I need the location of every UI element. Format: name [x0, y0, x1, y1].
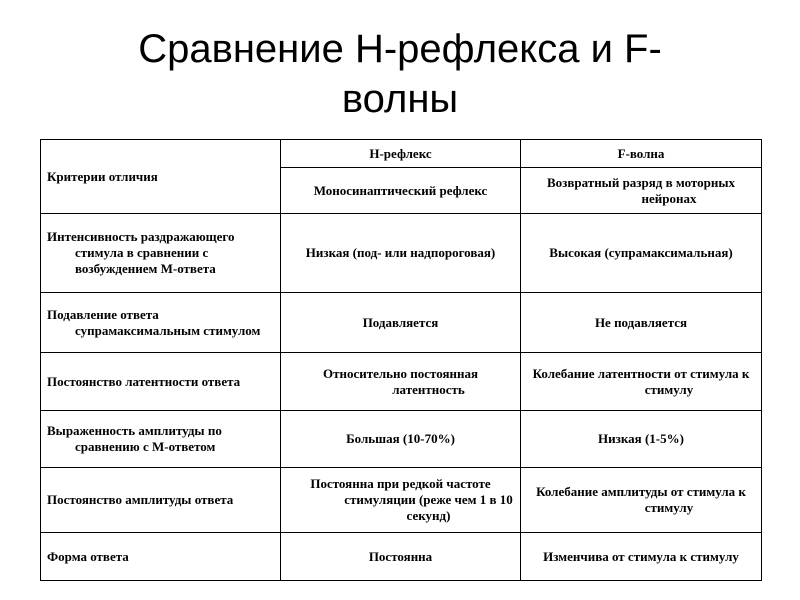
h-reflex-cell [281, 353, 521, 411]
criterion-cell [41, 411, 281, 468]
slide-title [60, 24, 740, 124]
f-wave-cell [521, 214, 762, 293]
f-wave-cell [521, 353, 762, 411]
h-reflex-header: Н-рефлекс [369, 145, 432, 161]
criterion-text: Интенсивность раздражающего стимула в сравнении с возбуждением М-ответа [47, 229, 235, 276]
criterion-text: Постоянство амплитуды ответа [47, 492, 234, 507]
h-reflex-definition-cell [281, 168, 521, 214]
title-line-2: волны [341, 77, 459, 121]
criterion-text: Подавление ответа супрамаксимальным стимулом [47, 306, 261, 338]
f-wave-value: Высокая (супрамаксимальная) [549, 245, 733, 260]
f-wave-value: Не подавляется [594, 314, 688, 330]
h-reflex-cell [281, 533, 521, 581]
title-line-1: Сравнение Н-рефлекса и F- [138, 27, 662, 71]
h-reflex-cell [281, 411, 521, 468]
criterion-cell [41, 293, 281, 353]
h-reflex-definition: Моносинаптический рефлекс [313, 182, 488, 198]
f-wave-definition: Возвратный разряд в моторных нейронах [547, 174, 735, 206]
h-reflex-value: Большая (10-70%) [346, 431, 455, 446]
h-reflex-value: Подавляется [362, 314, 439, 330]
criterion-cell [41, 468, 281, 533]
header-row [41, 140, 762, 168]
h-reflex-cell [281, 214, 521, 293]
table-row [41, 353, 762, 411]
criterion-cell [41, 214, 281, 293]
table-row [41, 533, 762, 581]
criteria-header: Критерии отличия [47, 168, 158, 184]
criterion-text: Постоянство латентности ответа [47, 373, 241, 389]
h-reflex-value: Постоянна [368, 548, 433, 564]
f-wave-value: Колебание амплитуды от стимула к стимулу [536, 484, 746, 515]
comparison-table [40, 139, 762, 581]
table-row [41, 214, 762, 293]
table-row [41, 411, 762, 468]
h-reflex-value: Относительно постоянная латентность [322, 365, 479, 397]
f-wave-cell [521, 533, 762, 581]
f-wave-header-cell [521, 140, 762, 168]
criterion-cell [41, 533, 281, 581]
f-wave-cell [521, 468, 762, 533]
criteria-header-cell [41, 140, 281, 214]
criterion-text: Форма ответа [47, 548, 129, 564]
h-reflex-header-cell [281, 140, 521, 168]
table-row [41, 468, 762, 533]
h-reflex-cell [281, 468, 521, 533]
f-wave-value: Колебание латентности от стимула к стимулу [532, 365, 750, 397]
h-reflex-value: Низкая (под- или надпороговая) [305, 245, 496, 260]
table-row [41, 293, 762, 353]
f-wave-definition-cell [521, 168, 762, 214]
f-wave-value: Низкая (1-5%) [598, 431, 684, 446]
criterion-text: Выраженность амплитуды по сравнению с М-ответом [47, 423, 222, 454]
f-wave-cell [521, 293, 762, 353]
h-reflex-value: Постоянна при редкой частоте стимуляции (реже чем 1 в 10 секунд) [310, 476, 513, 523]
f-wave-header: F-волна [617, 145, 665, 161]
h-reflex-cell [281, 293, 521, 353]
f-wave-value: Изменчива от стимула к стимулу [543, 548, 739, 564]
f-wave-cell [521, 411, 762, 468]
criterion-cell [41, 353, 281, 411]
